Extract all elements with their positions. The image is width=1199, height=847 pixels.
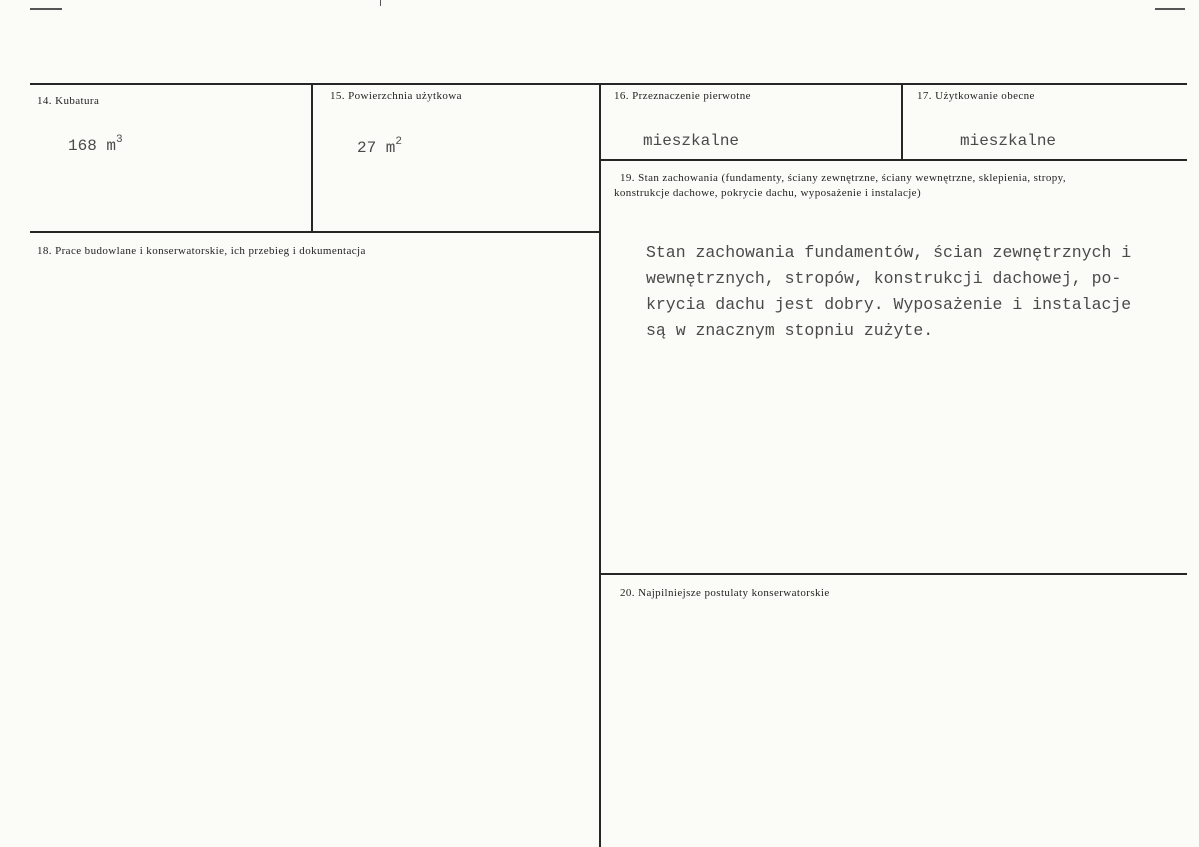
field-16-label: 16. Przeznaczenie pierwotne xyxy=(614,90,751,102)
field-19-label-line2: konstrukcje dachowe, pokrycie dachu, wyposażenie i instalacje) xyxy=(614,187,922,199)
field-18-label: 18. Prace budowlane i konserwatorskie, ich przebieg i dokumentacja xyxy=(37,245,366,257)
field-14-label: 14. Kubatura xyxy=(37,95,100,107)
field-14-value xyxy=(68,134,123,155)
form-top-border xyxy=(30,83,1187,85)
field-14-number: 168 m xyxy=(68,137,117,155)
divider-row1-left xyxy=(30,231,601,233)
field-17-value: mieszkalne xyxy=(960,132,1057,150)
top-right-dash xyxy=(1155,8,1185,10)
divider-center xyxy=(599,83,601,847)
field-15-exponent: 2 xyxy=(395,136,403,148)
field-19-text-line: Stan zachowania fundamentów, ścian zewnętrznych i xyxy=(646,243,1132,262)
field-17-label: 17. Użytkowanie obecne xyxy=(917,90,1035,102)
field-15-number: 27 m xyxy=(357,139,396,157)
field-14-exponent: 3 xyxy=(116,134,123,146)
top-left-dash xyxy=(30,8,62,10)
field-19-text-line: wewnętrznych, stropów, konstrukcji dachowej, po- xyxy=(646,269,1122,288)
field-19-text xyxy=(646,214,1131,370)
field-19-text-line: są w znacznym stopniu zużyte. xyxy=(646,321,934,340)
field-19-text-line: krycia dachu jest dobry. Wyposażenie i instalacje xyxy=(646,295,1132,314)
divider-16-17 xyxy=(901,83,903,160)
field-20-label: 20. Najpilniejsze postulaty konserwatorskie xyxy=(620,587,830,599)
field-19-label-line1: 19. Stan zachowania (fundamenty, ściany zewnętrzne, ściany wewnętrzne, sklepienia, stropy, xyxy=(620,172,1067,184)
divider-14-15 xyxy=(311,83,313,232)
field-15-value xyxy=(357,136,403,157)
field-16-value: mieszkalne xyxy=(643,132,740,150)
divider-19-20 xyxy=(600,573,1187,575)
divider-row1-right xyxy=(600,159,1187,161)
field-15-label: 15. Powierzchnia użytkowa xyxy=(330,90,462,102)
top-tick xyxy=(380,0,381,6)
